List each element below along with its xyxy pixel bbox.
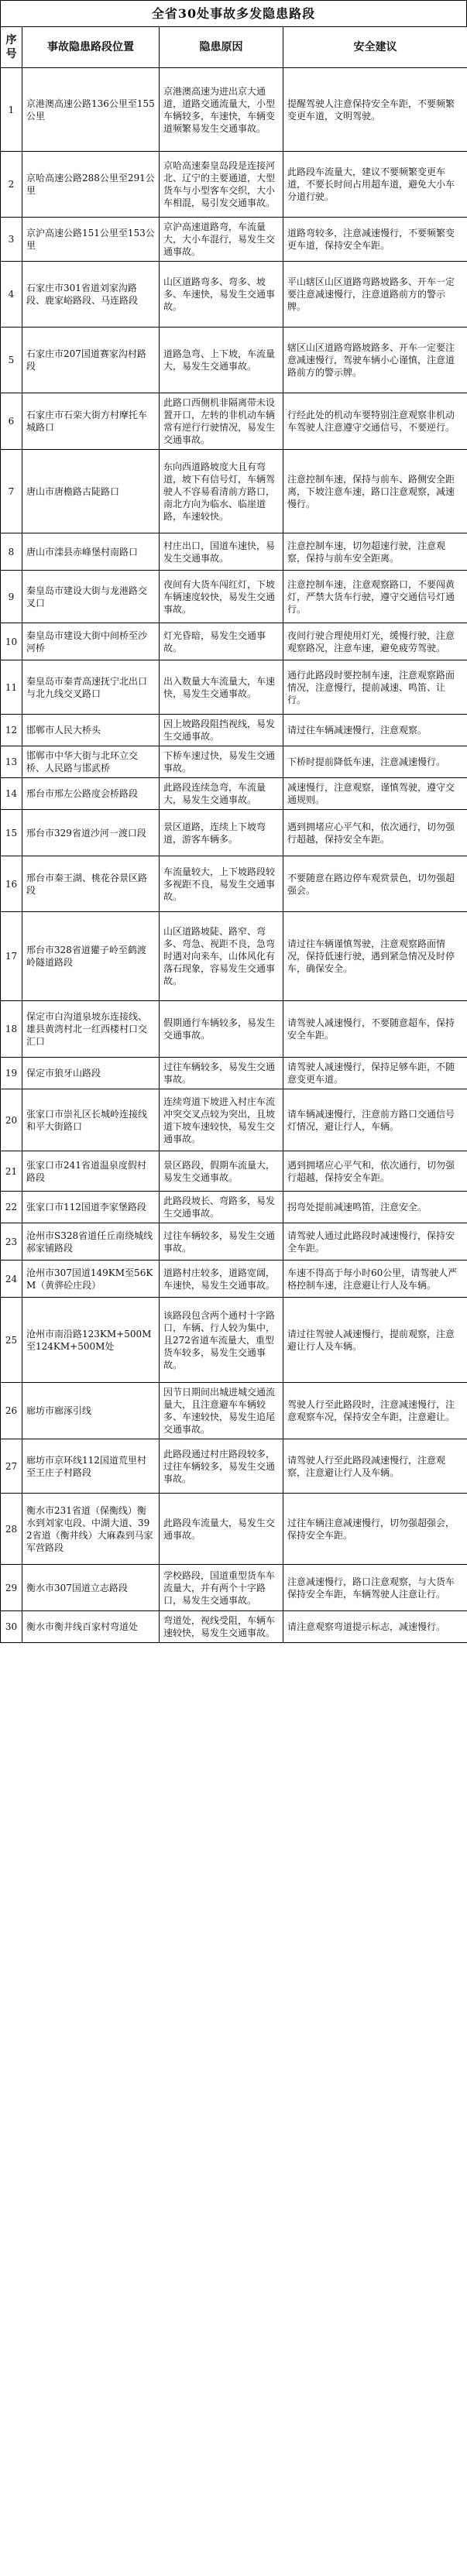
table-row: [1, 533, 467, 571]
cell-reason: 景区路段，假期车流量大，易发生交通事故。: [160, 1151, 283, 1192]
cell-reason: 京港澳高速为进出京大通道，道路交通流量大，小型车辆较多，车速快，车辆变道频繁易发生交通事故。: [160, 68, 283, 152]
cell-no: 13: [1, 746, 22, 778]
cell-advice: 请过往车辆减速慢行，注意观察。: [283, 715, 467, 746]
table-row: [1, 1261, 467, 1298]
cell-advice: 注意控制车速，注意观察路口，不要闯黄灯，严禁大货车行驶，遵守交通信号灯通行。: [283, 571, 467, 623]
cell-reason: 东向西道路坡度大且有弯道，坡下有信号灯，车辆驾驶人不容易看清前方路口，南北方向为临水、临崖道路，车速较快。: [160, 450, 283, 533]
cell-advice: 提醒驾驶人注意保持安全车距，不要频繁变更车道，文明驾驶。: [283, 68, 467, 152]
cell-location: 石家庄市301省道刘家沟路段、鹿家峪路段、马连路段: [22, 262, 160, 328]
cell-no: 17: [1, 912, 22, 1001]
cell-no: 26: [1, 1383, 22, 1439]
cell-no: 14: [1, 778, 22, 810]
cell-no: 28: [1, 1494, 22, 1565]
cell-location: 沧州市S328省道任丘南绕城线郝家铺路段: [22, 1223, 160, 1261]
cell-advice: 注意控制车速，切勿超速行驶，注意观察，保持与前车安全距离。: [283, 533, 467, 571]
cell-reason: 因节日期间出城进城交通流量大，且注意避车车辆较多、车速较快，易发生追尾交通事故。: [160, 1383, 283, 1439]
cell-location: 廊坊市京环线112国道荒里村至王庄子村路段: [22, 1439, 160, 1494]
table-row: [1, 912, 467, 1001]
cell-reason: 道路村庄较多，道路宽阔，车速快，易发生交通事故。: [160, 1261, 283, 1298]
cell-no: 2: [1, 152, 22, 218]
cell-no: 24: [1, 1261, 22, 1298]
cell-reason: 村庄出口，国道车速快，易发生交通事故。: [160, 533, 283, 571]
cell-no: 11: [1, 660, 22, 715]
table-row: [1, 262, 467, 328]
cell-location: 邢台市328省道獾子岭至鹤渡岭隧道路段: [22, 912, 160, 1001]
cell-no: 10: [1, 623, 22, 660]
table-row: [1, 1151, 467, 1192]
cell-no: 25: [1, 1298, 22, 1383]
cell-location: 廊坊市廊涿引线: [22, 1383, 160, 1439]
cell-location: 邯郸市中华大街与北环立交桥、人民路与邯武桥: [22, 746, 160, 778]
cell-location: 秦皇岛市建设大街与龙港路交叉口: [22, 571, 160, 623]
cell-advice: 请驾驶人行至此路段减速慢行，注意观察，注意避让行人及车辆。: [283, 1439, 467, 1494]
cell-advice: 请过往车辆谨慎驾驶，注意观察路面情况，保持低速行驶，遇到紧急情况及时停车，确保安全。: [283, 912, 467, 1001]
cell-advice: 辖区山区道路弯路坡路多、开车一定要注意减速慢行，驾驶车辆小心谨慎，注意道路前方的警示牌。: [283, 328, 467, 393]
cell-no: 30: [1, 1611, 22, 1643]
cell-advice: 注意控制车速，保持与前车、路侧安全距离，下坡注意车速，路口注意观察，减速慢行。: [283, 450, 467, 533]
table-row: [1, 68, 467, 152]
cell-location: 张家口市112国道李家堡路段: [22, 1192, 160, 1223]
cell-no: 22: [1, 1192, 22, 1223]
cell-reason: 夜间有大货车闯红灯，下坡车辆速度较快，易发生交通事故。: [160, 571, 283, 623]
cell-location: 保定市白沟道泉坡东连接线、雄县黄湾村北一红西楼村口交汇口: [22, 1001, 160, 1058]
cell-no: 21: [1, 1151, 22, 1192]
cell-advice: 请车辆减速慢行，注意前方路口交通信号灯情况，避让行人，车辆。: [283, 1089, 467, 1151]
cell-location: 秦皇岛市建设大街中间桥至沙河桥: [22, 623, 160, 660]
cell-reason: 灯光昏暗，易发生交通事故。: [160, 623, 283, 660]
cell-reason: 下桥车速过快，易发生交通事故。: [160, 746, 283, 778]
cell-location: 京沪高速公路151公里至153公里: [22, 218, 160, 262]
cell-reason: 连续弯道下坡进入村庄车流冲突交叉点较为突出，且坡道下坡车速较快，易发生交通事故。: [160, 1089, 283, 1151]
table-row: [1, 1223, 467, 1261]
cell-no: 4: [1, 262, 22, 328]
table-row: [1, 1611, 467, 1643]
cell-reason: 出入数量大车流量大，车速快，易发生交通事故。: [160, 660, 283, 715]
cell-advice: 道路弯较多，注意减速慢行，不要频繁变更车道，保持安全车距。: [283, 218, 467, 262]
table-row: [1, 152, 467, 218]
cell-no: 29: [1, 1565, 22, 1611]
cell-location: 衡水市307国道立志路段: [22, 1565, 160, 1611]
table-row: [1, 328, 467, 393]
cell-location: 衡水市衡井线百家村弯道处: [22, 1611, 160, 1643]
table-row: [1, 1565, 467, 1611]
table-row: [1, 623, 467, 660]
table-row: [1, 450, 467, 533]
table-row: [1, 856, 467, 912]
table-row: [1, 1494, 467, 1565]
header-no: 序号: [1, 27, 22, 68]
cell-advice: 不要随意在路边停车观赏景色，切勿强超强会。: [283, 856, 467, 912]
hazard-table: [0, 26, 467, 1643]
cell-advice: 行经此处的机动车要特别注意观察非机动车驾驶人注意遵守交通信号，不要逆行。: [283, 393, 467, 450]
cell-location: 沧州市南沿路123KM+500M至124KM+500M处: [22, 1298, 160, 1383]
table-body: [1, 68, 467, 1643]
cell-reason: 山区道路弯多、弯多、坡多、车速快，易发生交通事故。: [160, 262, 283, 328]
cell-location: 邢台市秦王湖、桃花谷景区路段: [22, 856, 160, 912]
cell-no: 3: [1, 218, 22, 262]
cell-no: 16: [1, 856, 22, 912]
cell-location: 张家口市241省道温泉度假村路段: [22, 1151, 160, 1192]
table-row: [1, 746, 467, 778]
cell-advice: 请过往驾驶人减速慢行，提前观察，注意避让行人及车辆。: [283, 1298, 467, 1383]
table-row: [1, 1383, 467, 1439]
cell-location: 沧州市307国道149KM至56KM（黄骅砼庄段）: [22, 1261, 160, 1298]
cell-no: 23: [1, 1223, 22, 1261]
cell-advice: 驾驶人行至此路段时，注意减速慢行，注意观察车况，保持安全车距，注意避让。: [283, 1383, 467, 1439]
cell-no: 15: [1, 810, 22, 856]
cell-no: 12: [1, 715, 22, 746]
cell-no: 8: [1, 533, 22, 571]
table-row: [1, 393, 467, 450]
cell-reason: 此路段连续急弯，车流量大，易发生交通事故。: [160, 778, 283, 810]
table-row: [1, 715, 467, 746]
document-title: 全省30处事故多发隐患路段: [0, 0, 467, 26]
cell-advice: 请驾驶人通过此路段时减速慢行，保持安全车距。: [283, 1223, 467, 1261]
table-row: [1, 1089, 467, 1151]
header-location: 事故隐患路段位置: [22, 27, 160, 68]
cell-reason: 弯道处，视线受阻，车辆车速较快，易发生交通事故。: [160, 1611, 283, 1643]
cell-no: 1: [1, 68, 22, 152]
cell-location: 京哈高速公路288公里至291公里: [22, 152, 160, 218]
cell-location: 唐山市滦县赤峰堡村南路口: [22, 533, 160, 571]
cell-advice: 车速不得高于每小时60公里，请驾驶人严格控制车速，注意避让行人及车辆。: [283, 1261, 467, 1298]
header-reason: 隐患原因: [160, 27, 283, 68]
cell-advice: 平山辖区山区道路弯路坡路多、开车一定要注意减速慢行，注意道路前方的警示牌。: [283, 262, 467, 328]
cell-reason: 假期通行车辆较多，易发生交通事故。: [160, 1001, 283, 1058]
table-row: [1, 1439, 467, 1494]
cell-reason: 此路口西侧机非隔离带未设置开口，左转的非机动车辆常有逆行行驶情况，易发生交通事故。: [160, 393, 283, 450]
cell-no: 7: [1, 450, 22, 533]
cell-location: 石家庄市石栾大街方村摩托车城路口: [22, 393, 160, 450]
cell-advice: 下桥时提前降低车速，注意减速慢行。: [283, 746, 467, 778]
cell-reason: 京沪高速道路弯，车流量大，大小车混行，易发生交通事故。: [160, 218, 283, 262]
cell-reason: 京哈高速秦皇岛段是连接河北、辽宁的主要通道，大型货车与小型客车交织，大小车相混，易引发交通事故。: [160, 152, 283, 218]
cell-reason: 因上坡路段阻挡视线，易发生交通事故。: [160, 715, 283, 746]
cell-location: 邢台市邢左公路度会桥路段: [22, 778, 160, 810]
table-row: [1, 1298, 467, 1383]
cell-location: 秦皇岛市秦青高速抚宁北出口与北九线交叉路口: [22, 660, 160, 715]
cell-reason: 过往车辆较多，易发生交通事故。: [160, 1058, 283, 1089]
table-row: [1, 571, 467, 623]
table-row: [1, 810, 467, 856]
cell-advice: 此路段车流量大，建议不要频繁变更车道，不要长时间占用超车道，避免大小车分道行驶。: [283, 152, 467, 218]
cell-advice: 请注意观察弯道提示标志，减速慢行。: [283, 1611, 467, 1643]
cell-advice: 请驾驶人减速慢行，保持足够车距，不随意变更车道。: [283, 1058, 467, 1089]
cell-reason: 学校路段，国道重型货车车流量大，并有两个十字路口，易发生交通事故。: [160, 1565, 283, 1611]
cell-reason: 山区道路坡陡、路窄、弯多、弯急、视距不良，急弯时遇对向来车，山体风化有落石现象，容易发生交通事故。: [160, 912, 283, 1001]
cell-advice: 夜间行驶合理使用灯光，缓慢行驶，注意观察路况，注意车速，避免疲劳驾驶。: [283, 623, 467, 660]
cell-location: 唐山市唐檐路古陡路口: [22, 450, 160, 533]
cell-advice: 拐弯处提前减速鸣笛，注意安全。: [283, 1192, 467, 1223]
cell-advice: 过往车辆注意减速慢行，切勿强超强会，保持安全车距。: [283, 1494, 467, 1565]
table-row: [1, 778, 467, 810]
cell-advice: 注意减速慢行，路口注意观察，与大货车保持安全车距，车辆驾驶人注意让行。: [283, 1565, 467, 1611]
cell-location: 张家口市崇礼区长城岭连接线和平大街路口: [22, 1089, 160, 1151]
cell-reason: 景区道路，连续上下坡弯道，游客车辆多。: [160, 810, 283, 856]
cell-reason: 此路段通过村庄路段较多，过往车辆较多，易发生交通事故。: [160, 1439, 283, 1494]
cell-location: 保定市狼牙山路段: [22, 1058, 160, 1089]
cell-reason: 过往车辆较多，易发生交通事故。: [160, 1223, 283, 1261]
cell-advice: 请驾驶人减速慢行，不要随意超车，保持安全车距。: [283, 1001, 467, 1058]
cell-no: 5: [1, 328, 22, 393]
header-advice: 安全建议: [283, 27, 467, 68]
cell-no: 19: [1, 1058, 22, 1089]
cell-no: 9: [1, 571, 22, 623]
cell-advice: 减速慢行，注意观察，谨慎驾驶，遵守交通规则。: [283, 778, 467, 810]
cell-no: 6: [1, 393, 22, 450]
cell-advice: 遇到拥堵应心平气和，依次通行，切勿强行超越，保持安全车距。: [283, 1151, 467, 1192]
table-row: [1, 218, 467, 262]
table-row: [1, 1192, 467, 1223]
cell-reason: 此路段坡长、弯路多，易发生交通事故。: [160, 1192, 283, 1223]
table-header-row: [1, 27, 467, 68]
cell-reason: 该路段包含两个通村十字路口，车辆、行人较为集中，且272省道车流量大，重型货车较多，易发生交通事故。: [160, 1298, 283, 1383]
cell-location: 石家庄市207国道赛家沟村路段: [22, 328, 160, 393]
cell-reason: 道路急弯、上下坡，车流量大，易发生交通事故。: [160, 328, 283, 393]
cell-location: 衡水市231省道（保衡线）衡水到刘家屯段、中湖大道、392省道（衡井线）大麻森到马家军营路段: [22, 1494, 160, 1565]
table-row: [1, 660, 467, 715]
cell-location: 邯郸市人民大桥头: [22, 715, 160, 746]
cell-location: 京港澳高速公路136公里至155公里: [22, 68, 160, 152]
cell-advice: 通行此路段时要控制车速，注意观察路面情况，注意慢行，提前减速、鸣笛、让行。: [283, 660, 467, 715]
table-row: [1, 1001, 467, 1058]
table-row: [1, 1058, 467, 1089]
cell-reason: 车流量较大，上下坡路段较多视距不良，易发生交通事故。: [160, 856, 283, 912]
cell-no: 27: [1, 1439, 22, 1494]
cell-no: 20: [1, 1089, 22, 1151]
cell-reason: 此路段车流量大，易发生交通事故。: [160, 1494, 283, 1565]
cell-no: 18: [1, 1001, 22, 1058]
cell-advice: 遇到拥堵应心平气和，依次通行，切勿强行超越，保持安全车距。: [283, 810, 467, 856]
cell-location: 邢台市329省道沙河一渡口段: [22, 810, 160, 856]
